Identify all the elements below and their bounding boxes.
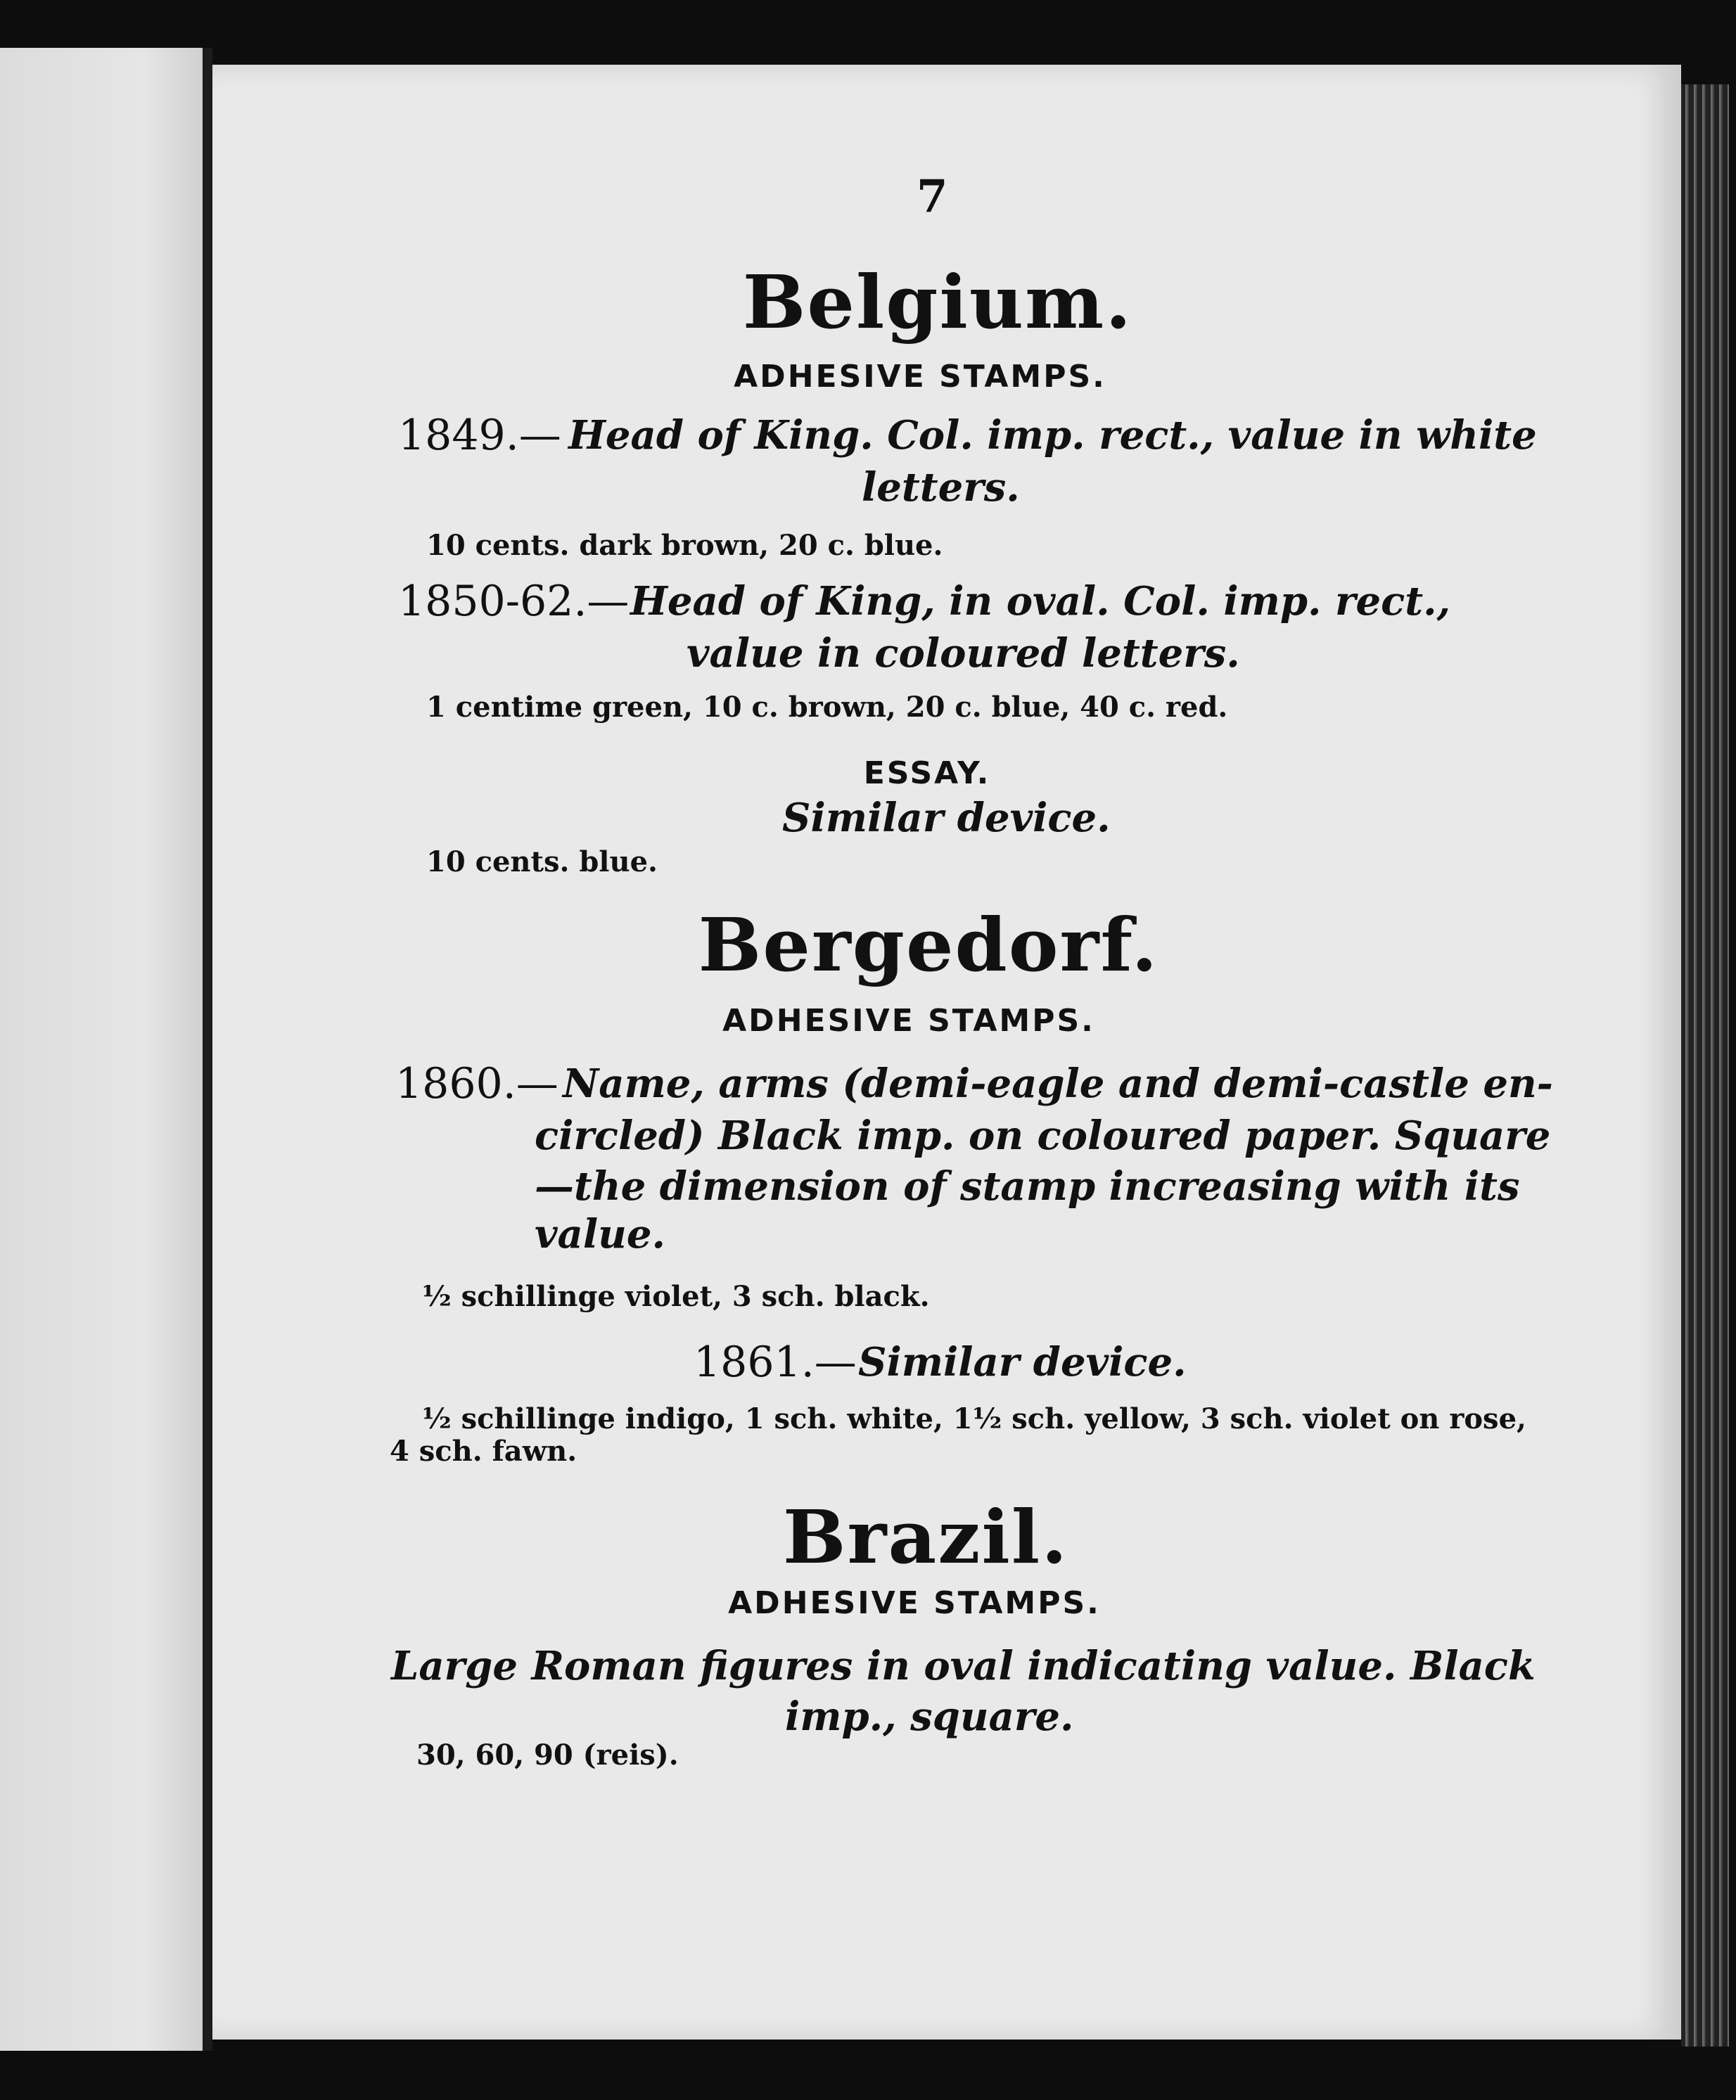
entry-values: ½ schillinge indigo, 1 sch. white, 1½ sch. yellow, 3 sch. violet on rose, — [422, 1402, 1526, 1435]
essay-values: 10 cents. blue. — [426, 845, 658, 878]
heading-belgium: Belgium. — [742, 259, 1133, 345]
entry-description: Head of King. Col. imp. rect., value in white — [568, 412, 1537, 459]
entry-description: Large Roman figures in oval indicating value. Black — [391, 1643, 1536, 1689]
entry-description: letters. — [862, 464, 1020, 511]
page-number: 7 — [917, 170, 948, 223]
page-edges — [1681, 84, 1729, 2047]
entry-description: value in coloured letters. — [687, 630, 1240, 677]
subheading-bergedorf: ADHESIVE STAMPS. — [722, 1003, 1095, 1039]
entry-values: 30, 60, 90 (reis). — [416, 1739, 679, 1772]
entry-values: 1 centime green, 10 c. brown, 20 c. blue, 40 c. red. — [426, 691, 1228, 724]
entry-year: 1850-62.— — [398, 577, 630, 626]
heading-brazil: Brazil. — [782, 1494, 1069, 1580]
subheading-belgium: ADHESIVE STAMPS. — [734, 359, 1106, 395]
entry-description: Similar device. — [858, 1339, 1187, 1385]
book-gutter — [203, 48, 212, 2051]
entry-values: ½ schillinge violet, 3 sch. black. — [422, 1280, 930, 1313]
entry-year: 1849.— — [398, 411, 561, 460]
entry-description: Name, arms (demi-eagle and demi-castle en- — [563, 1061, 1553, 1107]
subheading-brazil: ADHESIVE STAMPS. — [728, 1585, 1101, 1621]
entry-values: 4 sch. fawn. — [390, 1435, 577, 1468]
entry-year: 1861.— — [694, 1338, 857, 1387]
heading-bergedorf: Bergedorf. — [698, 902, 1159, 988]
entry-description: value. — [535, 1211, 665, 1257]
entry-description: imp., square. — [785, 1694, 1074, 1740]
entry-description: Head of King, in oval. Col. imp. rect., — [630, 578, 1451, 625]
entry-values: 10 cents. dark brown, 20 c. blue. — [426, 529, 943, 562]
essay-description: Similar device. — [782, 795, 1111, 841]
entry-description: —the dimension of stamp increasing with its — [535, 1163, 1520, 1210]
entry-description: circled) Black imp. on coloured paper. Square — [535, 1113, 1551, 1159]
essay-label: ESSAY. — [863, 755, 991, 791]
facing-page — [0, 48, 205, 2051]
entry-year: 1860.— — [395, 1059, 559, 1108]
